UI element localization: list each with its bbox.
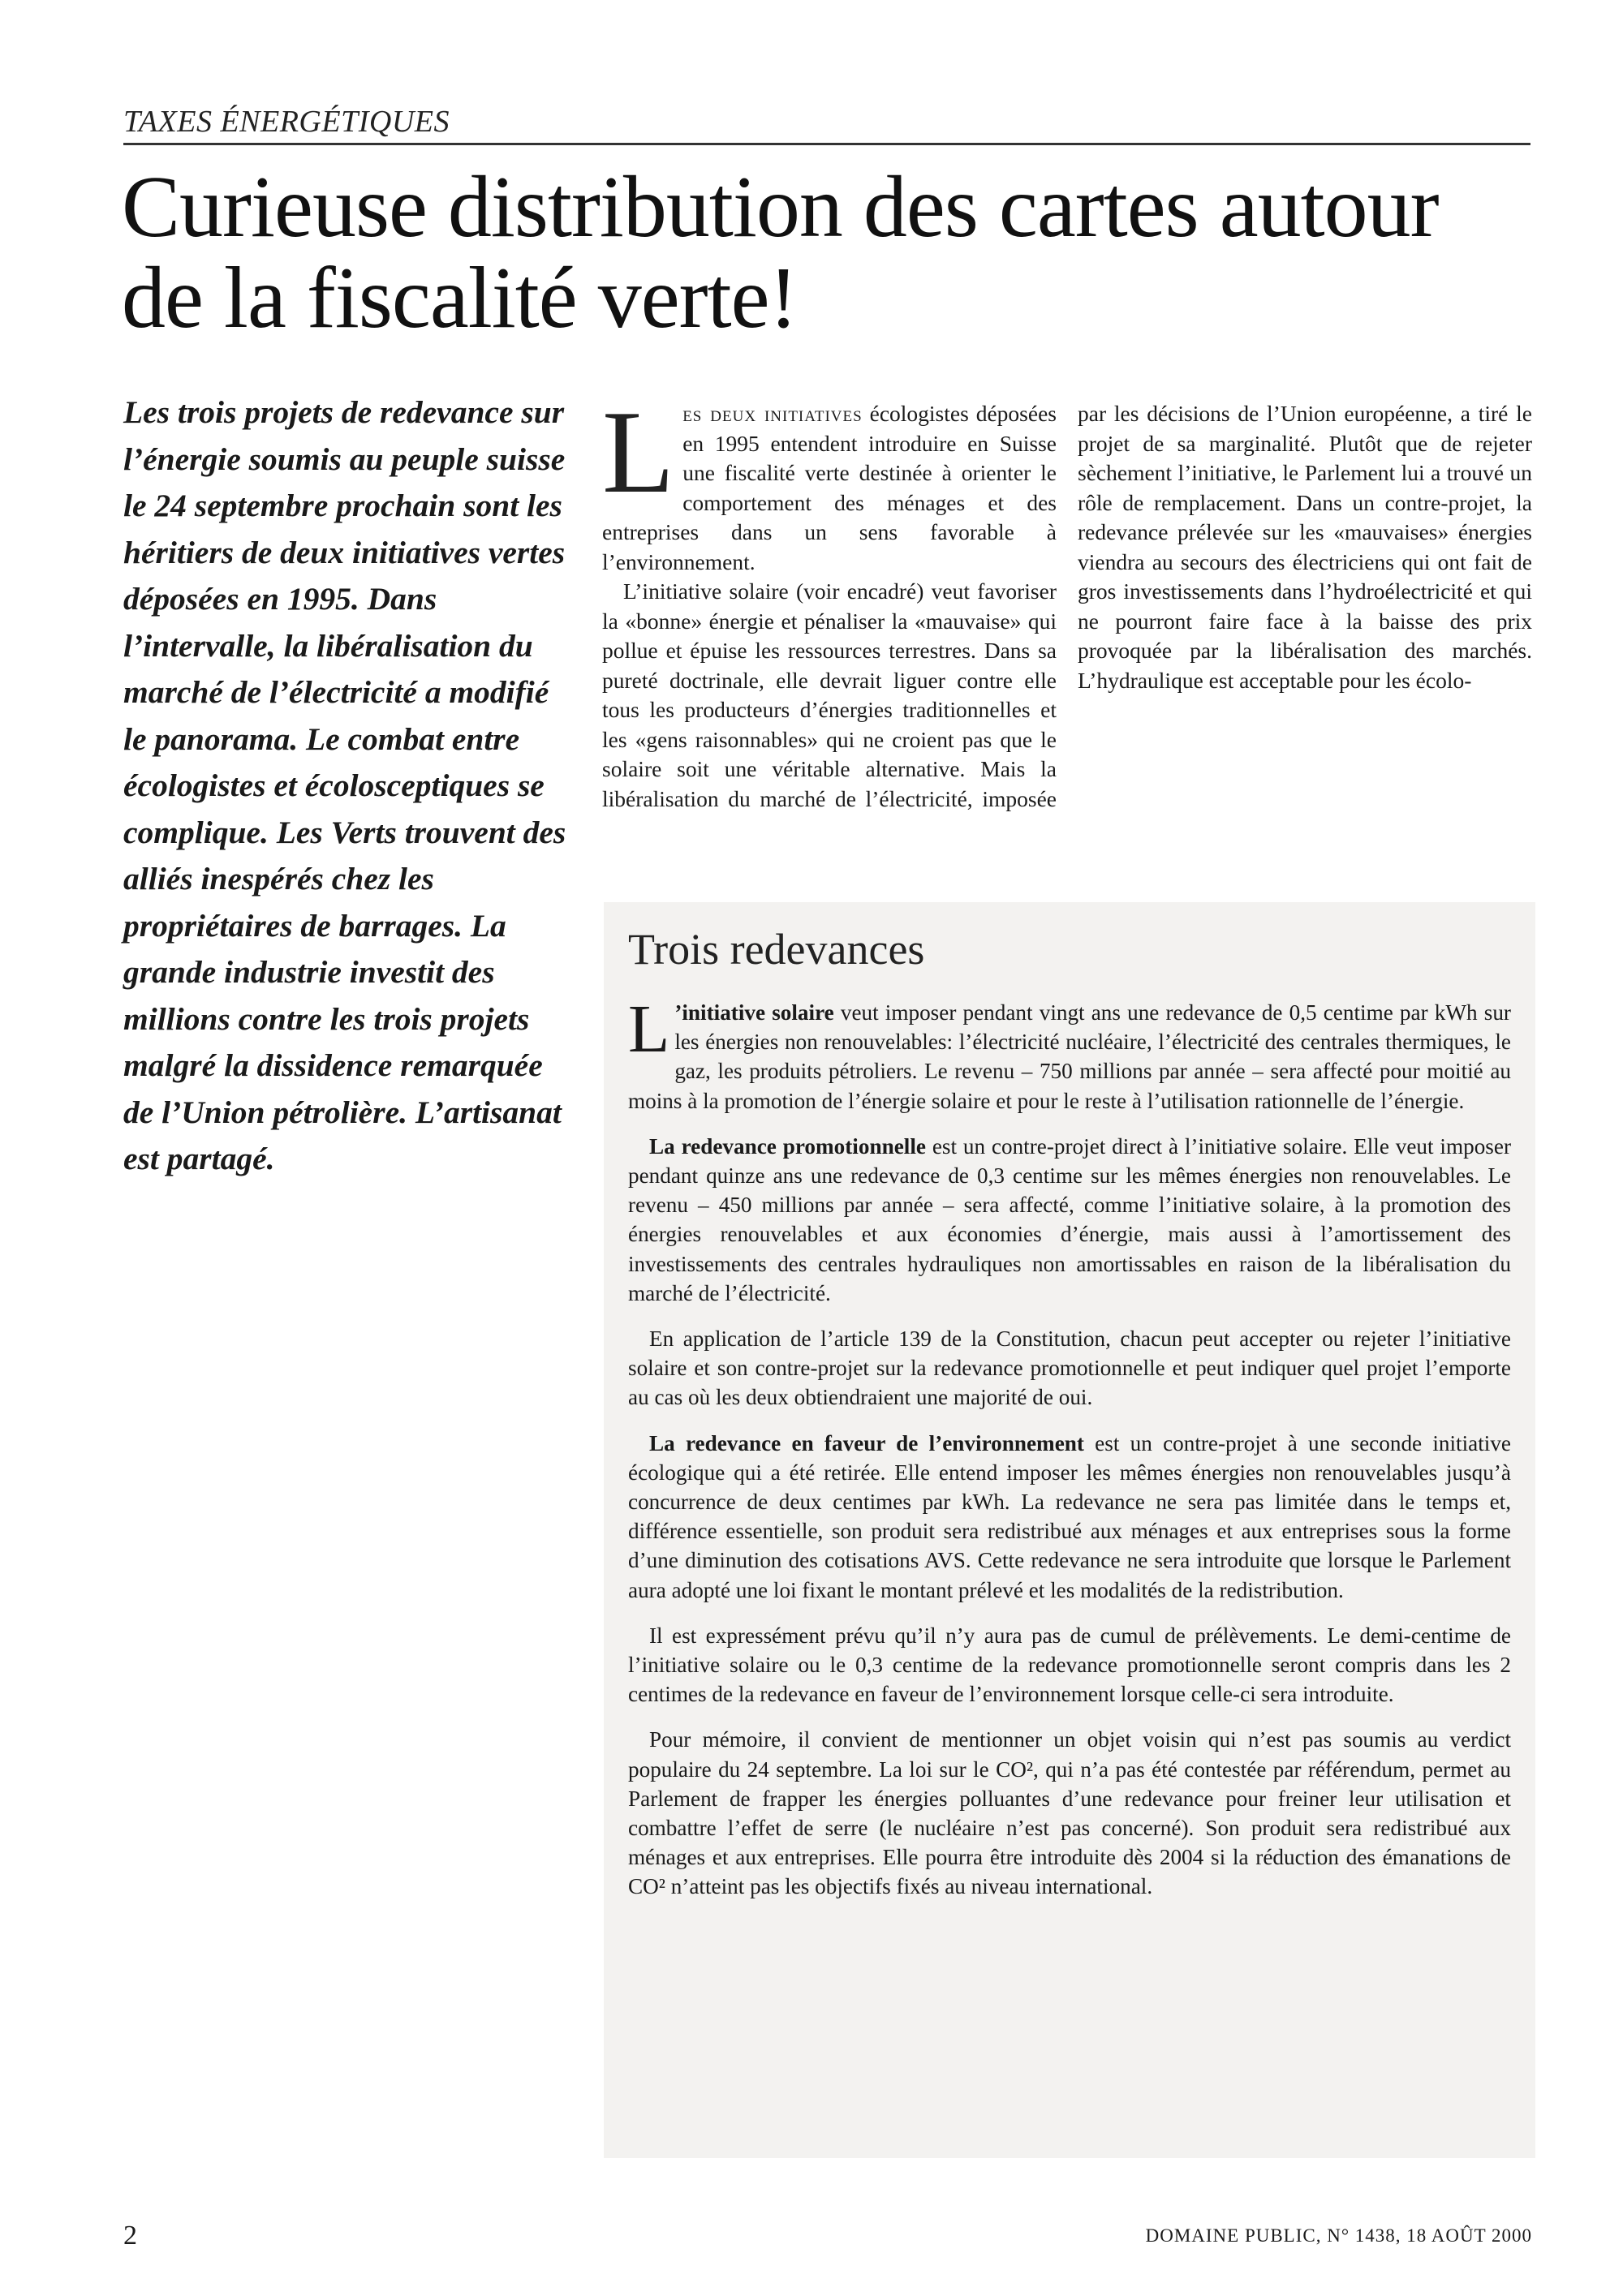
box-drop-cap: L [628, 991, 670, 1067]
page-title: Curieuse distribution des cartes autour de la fiscalité verte! [122, 159, 1439, 346]
article-columns [602, 386, 1532, 837]
section-rubric: TAXES ÉNERGÉTIQUES [123, 104, 1530, 145]
box-paragraph-1-text: veut imposer pendant vingt ans une redevance de 0,5 centime par kWh sur les énergies non renouvelables: l’électricité nucléaire, l’électricité des centrales thermiques, le gaz, les produits pétroliers. Le revenu – 750 millions par année – sera affecté pour moitié au moins à la promotion de l’énergie solaire et pour le reste à l’utilisation rationnelle de l’énergie. [628, 1000, 1511, 1113]
publication-info: DOMAINE PUBLIC, N° 1438, 18 AOÛT 2000 [1145, 2225, 1532, 2246]
box-paragraph-2 [628, 1132, 1511, 1308]
box-paragraph-4-text: est un contre-projet à une seconde initiative écologique qui a été retirée. Elle entend imposer les mêmes énergies non renouvelables jusqu’à concurrence de deux centimes par kWh. La redevance ne sera pas limitée dans le temps et, différence essentielle, son produit sera redistribué aux ménages et aux entreprises sous la forme d’une diminution des cotisations AVS. Cette redevance ne sera introduite que lorsque le Parlement aura adopté une loi fixant le montant prélevé et les modalités de la redistribution. [628, 1430, 1511, 1602]
box-paragraph-4 [628, 1429, 1511, 1605]
article-opening-smallcaps: es deux initiatives [682, 401, 863, 426]
lead-paragraph [123, 389, 578, 1183]
box-paragraph-1 [628, 991, 1511, 1116]
article-body [602, 386, 1532, 837]
box-term-redevance-environnement: La redevance en faveur de l’environnement [649, 1430, 1084, 1455]
page-number: 2 [123, 2221, 137, 2251]
box-paragraph-2-text: est un contre-projet direct à l’initiative solaire. Elle veut imposer pendant quinze ans une redevance de 0,3 centime sur les mêmes énergies non renouvelables. Le revenu – 450 millions par année – sera affecté, comme l’initiative solaire, à la promotion des énergies renouvelables et aux économies d’énergie, mais aussi à l’amortissement des investissements des centrales hydrauliques non amortissables en raison de la libéralisation du marché de l’électricité. [628, 1133, 1512, 1305]
box-term-redevance-promotionnelle: La redevance promotionnelle [649, 1133, 926, 1159]
box-paragraph-3: En application de l’article 139 de la Constitution, chacun peut accepter ou rejeter l’initiative solaire et son contre-projet sur la redevance promotionnelle et peut indiquer quel projet l’emporte au cas où les deux obtiendraient une majorité de oui. [628, 1326, 1511, 1410]
box-term-initiative-solaire: ’initiative solaire [674, 1000, 834, 1025]
box-paragraph-5: Il est expressément prévu qu’il n’y aura pas de cumul de prélèvements. Le demi-centime de l’initiative solaire ou le 0,3 centime de la redevance promotionnelle seront compris dans les 2 centimes de la redevance en faveur de l’environnement lorsque celle-ci sera introduite. [628, 1623, 1511, 1707]
box-paragraph-6: Pour mémoire, il convient de mentionner un objet voisin qui n’est pas soumis au verdict populaire du 24 septembre. La loi sur le CO², qui n’a pas été contestée par référendum, permet au Parlement de frapper les énergies polluantes d’une redevance pour freiner leur utilisation et combattre l’effet de serre (le nucléaire n’est pas concerné). Son produit sera redistribué aux ménages et aux entreprises. Elle pourra être introduite dès 2004 si la réduction des émanations de CO² n’atteint pas les objectifs fixés au niveau international. [628, 1727, 1511, 1899]
box-title: Trois redevances [628, 925, 925, 974]
sidebar-box-trois-redevances [604, 902, 1535, 2158]
lead-text: Les trois projets de redevance sur l’énergie soumis au peuple suisse le 24 septembre prochain sont les héritiers de deux initiatives vertes déposées en 1995. Dans l’intervalle, la libéralisation du marché de l’électricité a modifié le panorama. Le combat entre écologistes et écolosceptiques se complique. Les Verts trouvent des alliés inespérés chez les propriétaires de barrages. La grande industrie investit des millions contre les trois projets malgré la dissidence remarquée de l’Union pétrolière. L’artisanat est partagé. [123, 394, 566, 1176]
drop-cap: L [602, 386, 675, 518]
article-paragraph-2: L’initiative solaire (voir encadré) veut favoriser la «bonne» énergie et pénaliser la «mauvaise» qui pollue et épuise les ressources terrestres. Dans sa pureté doctrinale, elle devrait liguer contre elle tous les producteurs d’énergies traditionnelles et les «gens raisonnables» qui ne croient pas que le solaire soit une véritable alternative. Mais la libéralisation du marché de l’électricité, imposée par les décisions de l’Union européenne, a tiré le projet de sa marginalité. Plutôt que de rejeter sèchement l’initiative, le Parlement lui a trouvé un rôle de remplacement. Dans un contre-projet, la redevance prélevée sur les «mauvaises» énergies viendra au secours des électriciens qui ont fait de gros investissements dans l’hydroélectricité et qui ne pourront faire face à la baisse des prix provoquée par la libéralisation des marchés. L’hydraulique est acceptable pour les écolo- [602, 401, 1532, 811]
article-paragraph-1-text: écologistes déposées en 1995 entendent introduire en Suisse une fiscalité verte destinée à orienter le comportement des ménages et des entreprises dans un sens favorable à l’environnement. [602, 401, 1057, 574]
article-paragraph-1 [602, 386, 1057, 577]
